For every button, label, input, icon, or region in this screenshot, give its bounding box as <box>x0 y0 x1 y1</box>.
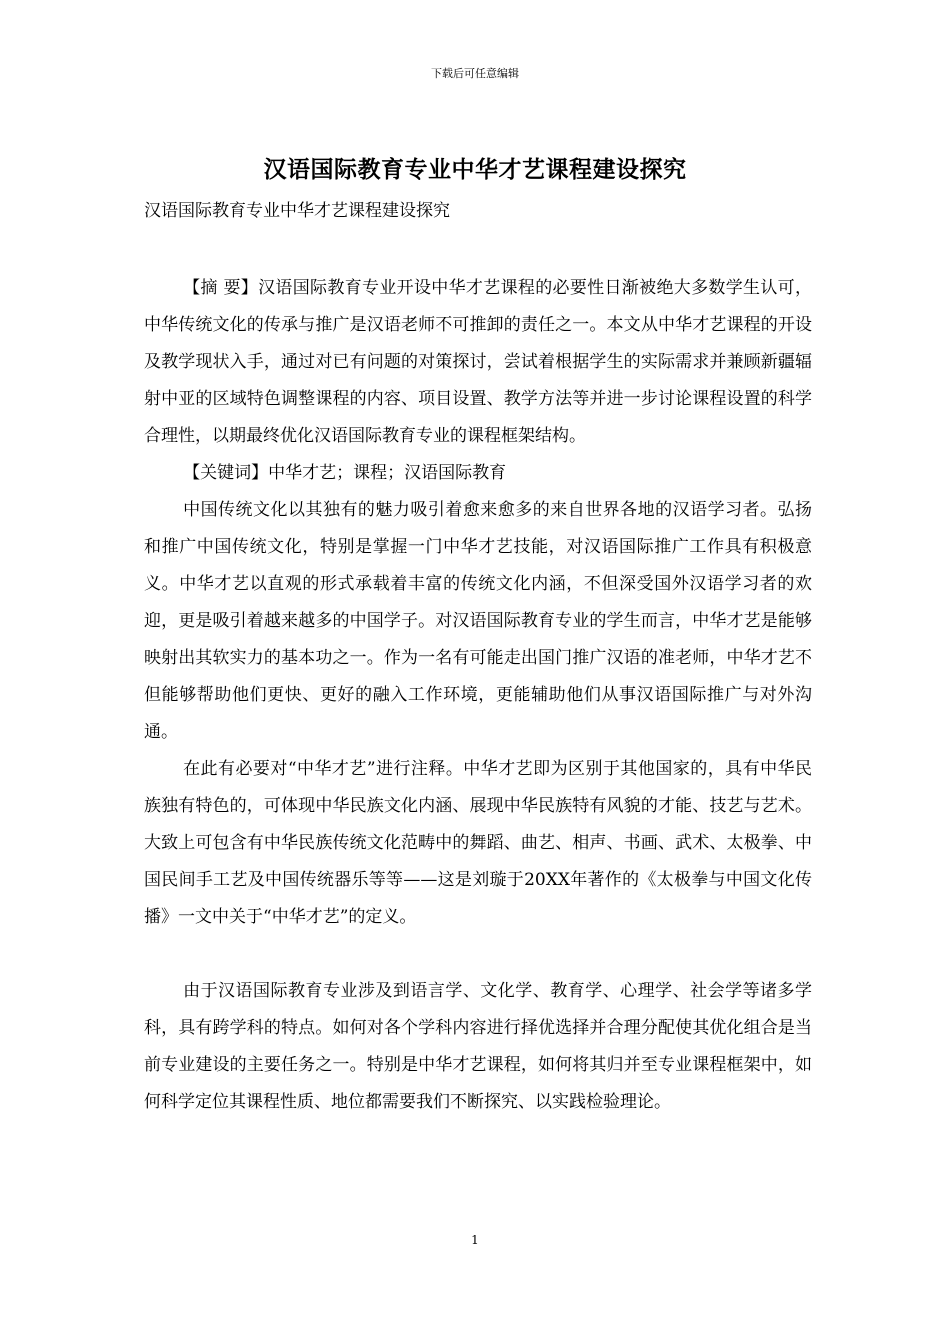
abstract-paragraph: 【摘 要】汉语国际教育专业开设中华才艺课程的必要性日渐被绝大多数学生认可，中华传统文化的传承与推广是汉语老师不可推卸的责任之一。本文从中华才艺课程的开设及教学现状入手，通过对已有问题的对策探讨，尝试着根据学生的实际需求并兼顾新疆辐射中亚的区域特色调整课程的内容、项目设置、教学方法等并进一步讨论课程设置的科学合理性，以期最终优化汉语国际教育专业的课程框架结构。 <box>144 278 812 446</box>
body-paragraph: 中国传统文化以其独有的魅力吸引着愈来愈多的来自世界各地的汉语学习者。弘扬和推广中国传统文化，特别是掌握一门中华才艺技能，对汉语国际推广工作具有积极意义。中华才艺以直观的形式承载着丰富的传统文化内涵，不但深受国外汉语学习者的欢迎，更是吸引着越来越多的中国学子。对汉语国际教育专业的学生而言，中华才艺是能够映射出其软实力的基本功之一。作为一名有可能走出国门推广汉语的准老师，中华才艺不但能够帮助他们更快、更好的融入工作环境，更能辅助他们从事汉语国际推广与对外沟通。 <box>144 500 812 742</box>
body-paragraph: 由于汉语国际教育专业涉及到语言学、文化学、教育学、心理学、社会学等诸多学科，具有跨学科的特点。如何对各个学科内容进行择优选择并合理分配使其优化组合是当前专业建设的主要任务之一。特别是中华才艺课程，如何将其归并至专业课程框架中，如何科学定位其课程性质、地位都需要我们不断探究、以实践检验理论。 <box>144 981 812 1112</box>
keywords-paragraph: 【关键词】中华才艺；课程；汉语国际教育 <box>183 463 507 483</box>
body-paragraph: 在此有必要对“中华才艺”进行注释。中华才艺即为区别于其他国家的，具有中华民族独有特色的，可体现中华民族文化内涵、展现中华民族特有风貌的才能、技艺与艺术。大致上可包含有中华民族传统文化范畴中的舞蹈、曲艺、相声、书画、武术、太极拳、中国民间手工艺及中国传统器乐等等——这是刘璇于20XX年著作的《太极拳与中国文化传播》一文中关于“中华才艺”的定义。 <box>144 759 812 927</box>
document-body <box>144 270 812 1121</box>
document-title: 汉语国际教育专业中华才艺课程建设探究 <box>263 156 687 183</box>
document-subtitle: 汉语国际教育专业中华才艺课程建设探究 <box>144 201 450 221</box>
page-number: 1 <box>471 1233 479 1247</box>
page-header-note: 下载后可任意编辑 <box>431 67 519 80</box>
